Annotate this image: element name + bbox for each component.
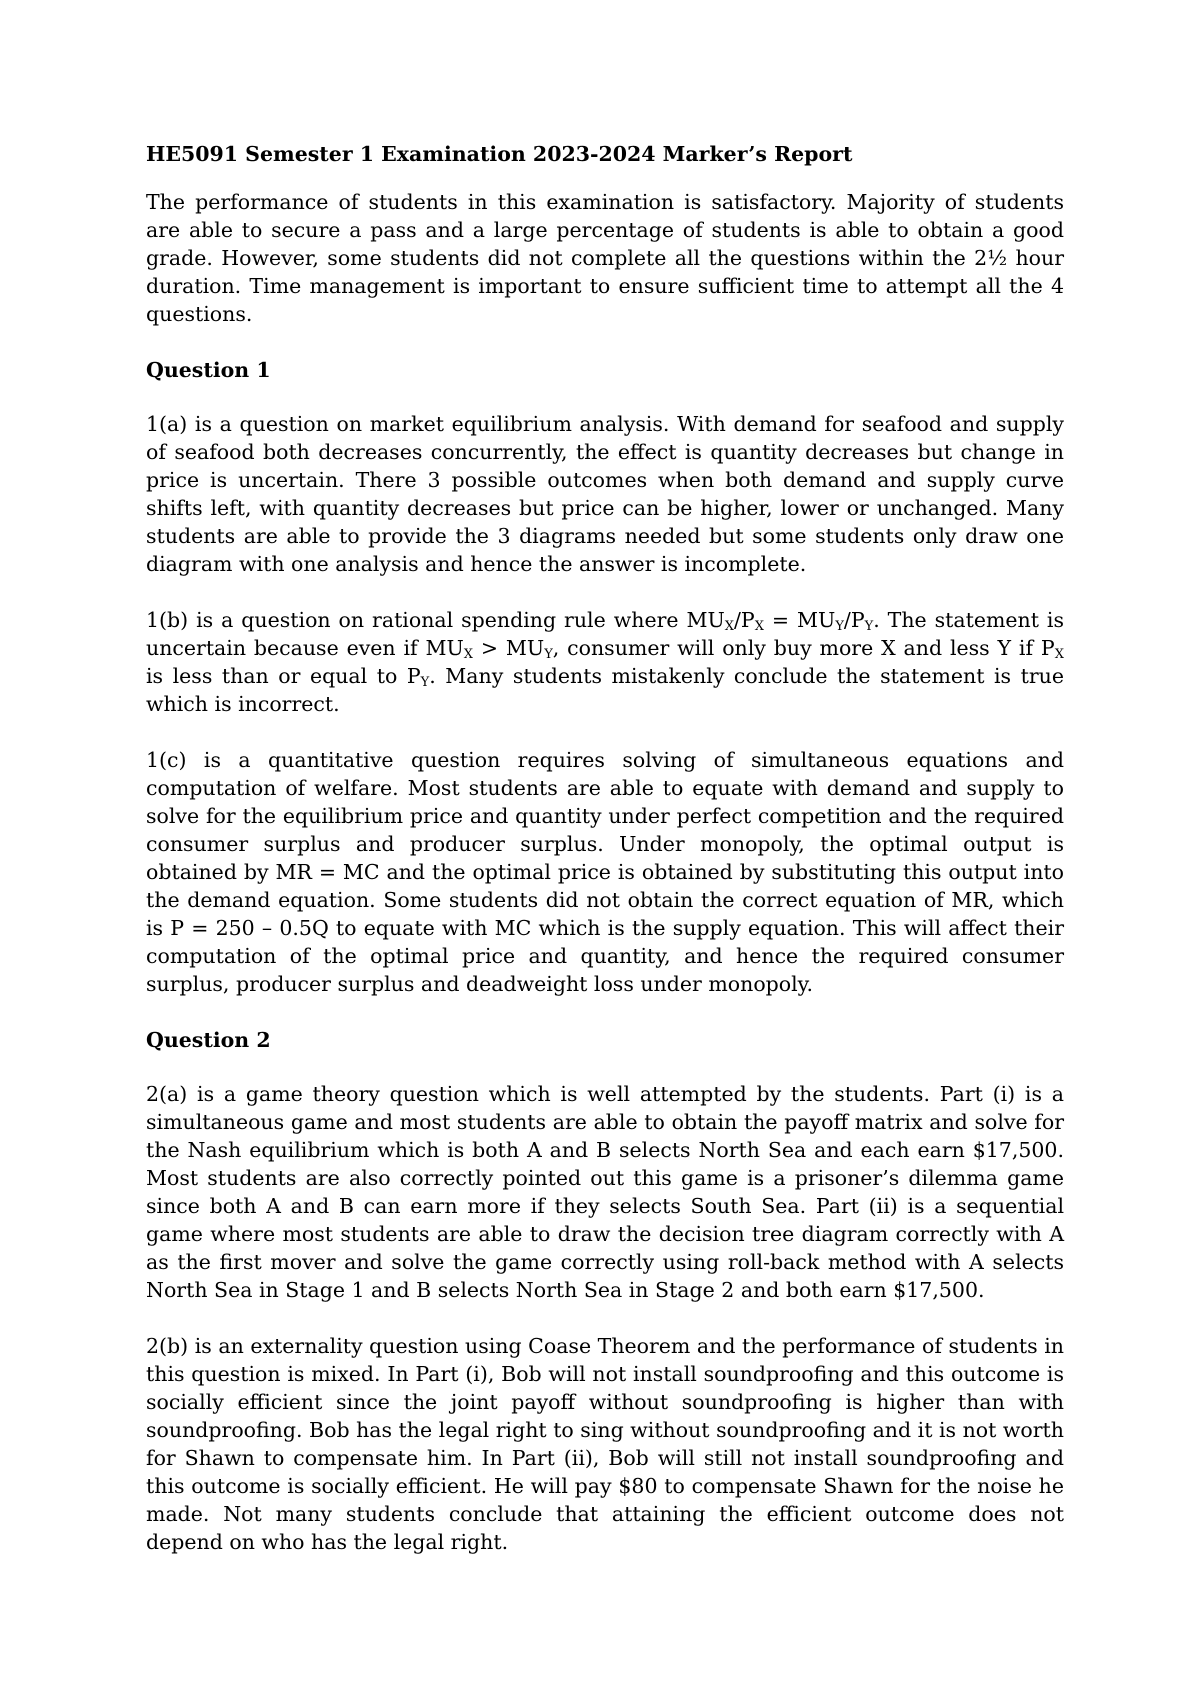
subscript: X — [463, 647, 474, 662]
text-segment: . Many students mistakenly conclude the statement is true which is incorrect. — [146, 664, 1064, 716]
text-segment: . The statement is uncertain because even if MU — [146, 608, 1065, 660]
subscript: X — [724, 619, 734, 634]
report-page — [146, 140, 1064, 1556]
intro-paragraph: The performance of students in this examination is satisfactory. Majority of students are able to secure a pass and a large percentage of students is able to obtain a good grade. However, some students did not complete all the questions within the 2½ hour duration. Time management is important to ensure sufficient time to attempt all the 4 questions. — [146, 190, 1064, 326]
text-segment: = MU — [763, 608, 836, 632]
text-segment: > MU — [473, 636, 545, 660]
subscript: Y — [864, 619, 874, 634]
subscript: Y — [544, 647, 553, 662]
question-2b-paragraph: 2(b) is an externality question using Coase Theorem and the performance of students in this question is mixed. In Part (i), Bob will not install soundproofing and this outcome is socially efficient since the joint payoff without soundproofing is higher than with soundproofing. Bob has the legal right to sing without soundproofing and it is not worth for Shawn to compensate him. In Part (ii), Bob will still not install soundproofing and this outcome is socially efficient. He will pay $80 to compensate Shawn for the noise he made. Not many students conclude that attaining the efficient outcome does not depend on who has the legal right. — [146, 1334, 1064, 1554]
subscript: Y — [835, 619, 844, 634]
question-1b-paragraph — [146, 606, 1064, 718]
subscript: Y — [420, 675, 430, 690]
text-segment: /P — [734, 608, 755, 632]
text-segment: , consumer will only buy more X and less Y if P — [552, 636, 1055, 660]
report-title: HE5091 Semester 1 Examination 2023-2024 Marker’s Report — [146, 142, 853, 166]
question-2a-paragraph: 2(a) is a game theory question which is well attempted by the students. Part (i) is a simultaneous game and most students are able to obtain the payoff matrix and solve for the Nash equilibrium which is both A and B selects North Sea and each earn $17,500. Most students are also correctly pointed out this game is a prisoner’s dilemma game since both A and B can earn more if they selects South Sea. Part (ii) is a sequential game where most students are able to draw the decision tree diagram correctly with A as the first mover and solve the game correctly using roll-back method with A selects North Sea in Stage 1 and B selects North Sea in Stage 2 and both earn $17,500. — [146, 1082, 1064, 1302]
question-1a-paragraph: 1(a) is a question on market equilibrium analysis. With demand for seafood and supply of seafood both decreases concurrently, the effect is quantity decreases but change in price is uncertain. There 3 possible outcomes when both demand and supply curve shifts left, with quantity decreases but price can be higher, lower or unchanged. Many students are able to provide the 3 diagrams needed but some students only draw one diagram with one analysis and hence the answer is incomplete. — [146, 412, 1064, 576]
text-segment: 1(b) is a question on rational spending rule where MU — [146, 608, 725, 632]
question-2-heading: Question 2 — [146, 1028, 271, 1052]
question-1c-paragraph: 1(c) is a quantitative question requires solving of simultaneous equations and computation of welfare. Most students are able to equate with demand and supply to solve for the equilibrium price and quantity under perfect competition and the required consumer surplus and producer surplus. Under monopoly, the optimal output is obtained by MR = MC and the optimal price is obtained by substituting this output into the demand equation. Some students did not obtain the correct equation of MR, which is P = 250 – 0.5Q to equate with MC which is the supply equation. This will affect their computation of the optimal price and quantity, and hence the required consumer surplus, producer surplus and deadweight loss under monopoly. — [146, 748, 1064, 996]
question-1-heading: Question 1 — [146, 358, 271, 382]
text-segment: /P — [843, 608, 865, 632]
subscript: X — [754, 619, 764, 634]
subscript: X — [1054, 647, 1064, 662]
text-segment: is less than or equal to P — [146, 664, 421, 688]
